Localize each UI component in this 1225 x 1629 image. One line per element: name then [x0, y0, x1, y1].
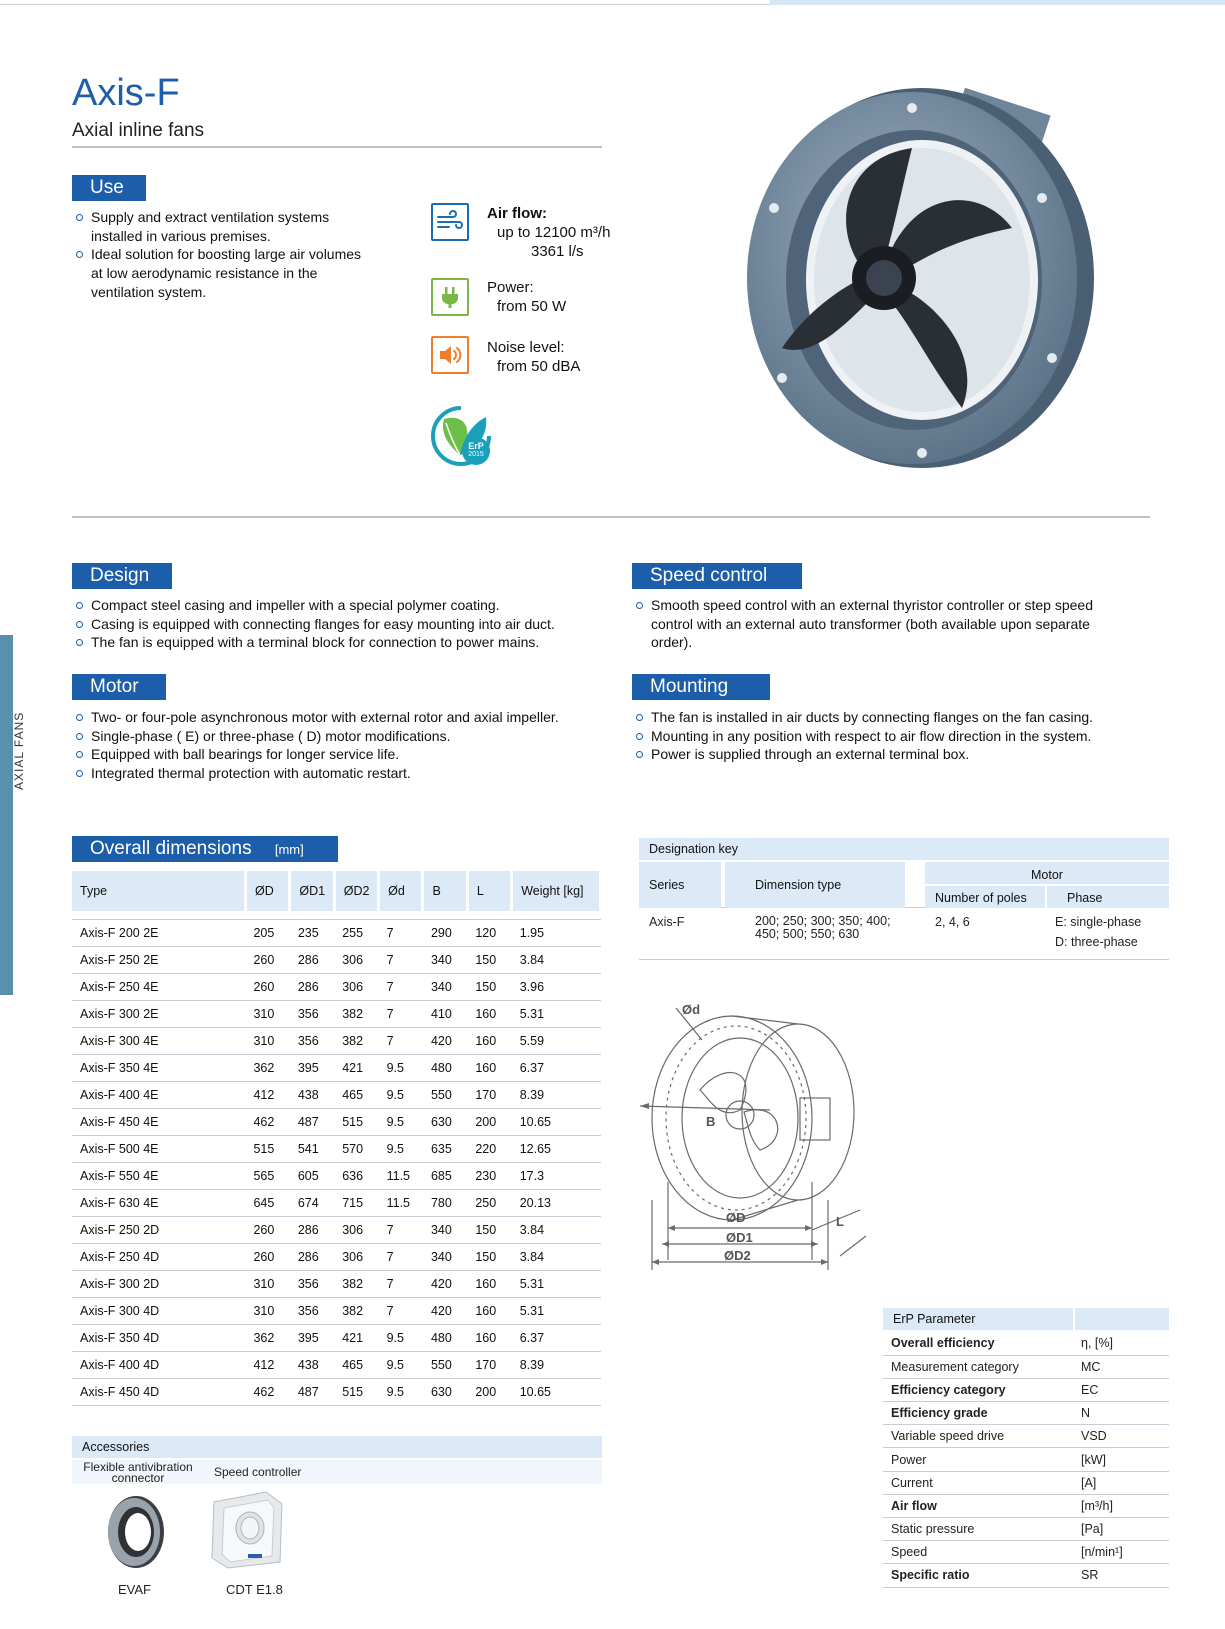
dimension-cell: 10.65	[512, 1378, 601, 1405]
designation-key-header	[639, 862, 1169, 908]
power-value: from 50 W	[497, 298, 567, 315]
airflow-value-m3h: up to 12100 m³/h	[497, 224, 611, 241]
table-row	[72, 1027, 601, 1054]
dimension-cell: 3.84	[512, 1243, 601, 1270]
erp-row	[883, 1541, 1169, 1564]
dimension-drawing	[640, 1000, 880, 1330]
motor-heading: Motor	[72, 674, 166, 700]
dimension-cell: 7	[379, 1243, 423, 1270]
dimension-cell: 420	[423, 1270, 467, 1297]
erp-parameter-name: Air flow	[883, 1494, 1073, 1517]
fan-type-cell: Axis-F 250 4D	[72, 1243, 245, 1270]
evaf-connector-image	[102, 1492, 166, 1572]
dimension-cell: 382	[334, 1000, 378, 1027]
table-row	[72, 1351, 601, 1378]
dimension-cell: 570	[334, 1135, 378, 1162]
mounting-list	[632, 708, 1152, 764]
dimension-cell: 306	[334, 973, 378, 1000]
fan-type-cell: Axis-F 250 2D	[72, 1216, 245, 1243]
dimension-cell: 515	[245, 1135, 289, 1162]
dimension-cell: 480	[423, 1054, 467, 1081]
dimension-cell: 6.37	[512, 1324, 601, 1351]
fan-type-cell: Axis-F 350 4D	[72, 1324, 245, 1351]
spacer-cell	[72, 911, 601, 919]
erp-row	[883, 1425, 1169, 1448]
column-header: L	[467, 871, 511, 911]
dimension-cell: 150	[467, 946, 511, 973]
dimension-cell: 306	[334, 1243, 378, 1270]
dimension-cell: 11.5	[379, 1162, 423, 1189]
dimension-cell: 674	[290, 1189, 334, 1216]
speaker-icon	[431, 336, 469, 374]
section-rule	[72, 516, 1150, 518]
dimension-cell: 465	[334, 1081, 378, 1108]
column-header: ØD1	[290, 871, 334, 911]
erp-parameter-value: EC	[1073, 1378, 1169, 1401]
dimension-cell: 160	[467, 1054, 511, 1081]
motor-list	[72, 708, 582, 783]
erp-row	[883, 1332, 1169, 1355]
dimension-cell: 1.95	[512, 919, 601, 946]
erp-parameter-value: [kW]	[1073, 1448, 1169, 1471]
designation-series-label: Series	[639, 862, 721, 908]
erp-heading: ErP Parameter	[883, 1308, 1073, 1330]
dimension-cell: 340	[423, 1216, 467, 1243]
table-row	[72, 1189, 601, 1216]
speed-control-list	[632, 596, 1132, 652]
dimension-cell: 7	[379, 1027, 423, 1054]
fan-type-cell: Axis-F 300 2D	[72, 1270, 245, 1297]
dimension-cell: 150	[467, 1216, 511, 1243]
erp-parameter-value: SR	[1073, 1564, 1169, 1587]
dimension-cell: 356	[290, 1027, 334, 1054]
dimension-cell: 9.5	[379, 1351, 423, 1378]
airflow-icon	[431, 203, 469, 241]
table-header-row	[72, 871, 601, 911]
dimension-cell: 412	[245, 1081, 289, 1108]
top-accent-bar	[770, 0, 1225, 5]
erp-parameter-value: N	[1073, 1402, 1169, 1425]
mounting-heading: Mounting	[632, 674, 770, 700]
fan-type-cell: Axis-F 630 4E	[72, 1189, 245, 1216]
dimension-cell: 160	[467, 1000, 511, 1027]
dimension-cell: 200	[467, 1108, 511, 1135]
drawing-label-D: ØD	[726, 1210, 746, 1225]
title-rule	[72, 146, 602, 148]
column-header: ØD	[245, 871, 289, 911]
fan-type-cell: Axis-F 400 4E	[72, 1081, 245, 1108]
speed-control-item: Smooth speed control with an external thyristor controller or step speed control with an external auto transformer (both available upon separate order).	[632, 596, 1132, 652]
erp-row	[883, 1378, 1169, 1401]
dimension-cell: 235	[290, 919, 334, 946]
fan-type-cell: Axis-F 450 4D	[72, 1378, 245, 1405]
column-header: Ød	[379, 871, 423, 911]
dimension-cell: 340	[423, 973, 467, 1000]
erp-badge-year: 2015	[468, 451, 484, 458]
erp-row	[883, 1355, 1169, 1378]
table-row	[72, 1270, 601, 1297]
column-header: Weight [kg]	[512, 871, 601, 911]
dimension-cell: 160	[467, 1324, 511, 1351]
dimension-cell: 487	[290, 1108, 334, 1135]
dimension-cell: 310	[245, 1027, 289, 1054]
table-row	[72, 919, 601, 946]
design-item: Compact steel casing and impeller with a special polymer coating.	[72, 596, 612, 615]
erp-parameter-name: Power	[883, 1448, 1073, 1471]
table-row	[72, 1135, 601, 1162]
dimension-cell: 170	[467, 1081, 511, 1108]
column-header: Type	[72, 871, 245, 911]
mounting-item: The fan is installed in air ducts by connecting flanges on the fan casing.	[632, 708, 1152, 727]
dimension-cell: 120	[467, 919, 511, 946]
table-row	[72, 1324, 601, 1351]
accessory-1-name: EVAF	[118, 1582, 151, 1597]
erp-table-body	[883, 1332, 1169, 1587]
erp-badge-text: ErP	[468, 441, 484, 451]
fan-type-cell: Axis-F 550 4E	[72, 1162, 245, 1189]
dimension-cell: 487	[290, 1378, 334, 1405]
fan-type-cell: Axis-F 250 2E	[72, 946, 245, 973]
accessory-2-title: Speed controller	[214, 1465, 302, 1479]
designation-motor-label: Motor	[925, 862, 1169, 886]
dimension-cell: 420	[423, 1297, 467, 1324]
dimension-cell: 685	[423, 1162, 467, 1189]
mounting-item: Mounting in any position with respect to air flow direction in the system.	[632, 727, 1152, 746]
motor-item: Single-phase ( E) or three-phase ( D) motor modifications.	[72, 727, 582, 746]
designation-phase-single: E: single-phase	[1055, 915, 1142, 929]
designation-key-heading: Designation key	[639, 838, 1169, 860]
dimension-cell: 5.31	[512, 1000, 601, 1027]
dimension-cell: 11.5	[379, 1189, 423, 1216]
erp-parameter-name: Measurement category	[883, 1355, 1073, 1378]
fan-type-cell: Axis-F 400 4D	[72, 1351, 245, 1378]
dimension-cell: 5.31	[512, 1297, 601, 1324]
dimensions-title: Overall dimensions	[90, 838, 252, 859]
erp-parameter-name: Specific ratio	[883, 1564, 1073, 1587]
dimension-cell: 636	[334, 1162, 378, 1189]
erp-parameter-value: [Pa]	[1073, 1518, 1169, 1541]
erp-parameter-name: Efficiency category	[883, 1378, 1073, 1401]
dimension-cell: 362	[245, 1054, 289, 1081]
dimension-cell: 310	[245, 1270, 289, 1297]
dimension-cell: 260	[245, 1216, 289, 1243]
designation-poles-label: Number of poles	[925, 886, 1047, 908]
dimension-cell: 286	[290, 946, 334, 973]
erp-row	[883, 1448, 1169, 1471]
erp-parameter-value: [n/min¹]	[1073, 1541, 1169, 1564]
dimension-cell: 356	[290, 1297, 334, 1324]
dimension-cell: 9.5	[379, 1108, 423, 1135]
dimension-cell: 382	[334, 1297, 378, 1324]
designation-key-values	[639, 912, 1169, 960]
designation-dimension-value: 200; 250; 300; 350; 400; 450; 500; 550; 630	[755, 914, 891, 941]
dimension-cell: 395	[290, 1054, 334, 1081]
drawing-label-D2: ØD2	[724, 1248, 751, 1263]
dimension-cell: 605	[290, 1162, 334, 1189]
dimension-cell: 635	[423, 1135, 467, 1162]
dimensions-heading	[72, 836, 338, 862]
dimension-cell: 200	[467, 1378, 511, 1405]
use-list	[72, 208, 368, 302]
dimension-cell: 20.13	[512, 1189, 601, 1216]
erp-heading-blank	[1075, 1308, 1169, 1330]
dimension-cell: 382	[334, 1270, 378, 1297]
erp-parameter-name: Current	[883, 1471, 1073, 1494]
dimension-cell: 3.84	[512, 1216, 601, 1243]
dimension-cell: 480	[423, 1324, 467, 1351]
fan-type-cell: Axis-F 500 4E	[72, 1135, 245, 1162]
page-subtitle: Axial inline fans	[72, 120, 205, 141]
designation-phase-label: Phase	[1047, 886, 1169, 908]
dimension-cell: 150	[467, 973, 511, 1000]
dimension-cell: 205	[245, 919, 289, 946]
dimension-cell: 160	[467, 1270, 511, 1297]
erp-parameter-value: [m³/h]	[1073, 1494, 1169, 1517]
drawing-label-d: Ød	[682, 1002, 701, 1017]
table-row	[72, 1378, 601, 1405]
dimension-cell: 7	[379, 1297, 423, 1324]
table-row	[72, 1297, 601, 1324]
dimension-cell: 340	[423, 946, 467, 973]
dimension-cell: 515	[334, 1378, 378, 1405]
table-row	[72, 1000, 601, 1027]
designation-series-value: Axis-F	[649, 915, 685, 929]
dimension-cell: 255	[334, 919, 378, 946]
dimension-cell: 9.5	[379, 1324, 423, 1351]
power-plug-icon	[431, 278, 469, 316]
side-tab-bar	[0, 635, 13, 995]
erp-row	[883, 1471, 1169, 1494]
dimension-cell: 550	[423, 1351, 467, 1378]
dimension-cell: 170	[467, 1351, 511, 1378]
dimension-cell: 260	[245, 1243, 289, 1270]
design-item: The fan is equipped with a terminal block for connection to power mains.	[72, 633, 612, 652]
dimension-cell: 250	[467, 1189, 511, 1216]
dimension-cell: 8.39	[512, 1081, 601, 1108]
table-row	[72, 1243, 601, 1270]
side-tab-label: AXIAL FANS	[12, 711, 26, 790]
erp-parameter-value: VSD	[1073, 1425, 1169, 1448]
dimension-cell: 465	[334, 1351, 378, 1378]
dimension-cell: 150	[467, 1243, 511, 1270]
dimension-cell: 382	[334, 1027, 378, 1054]
speed-control-heading: Speed control	[632, 563, 802, 589]
erp-2015-badge	[430, 405, 492, 467]
dimension-cell: 260	[245, 946, 289, 973]
table-row	[72, 1054, 601, 1081]
dimension-cell: 306	[334, 1216, 378, 1243]
dimension-cell: 362	[245, 1324, 289, 1351]
designation-dimension-label: Dimension type	[725, 862, 905, 908]
table-body	[72, 911, 601, 1405]
dimension-cell: 356	[290, 1270, 334, 1297]
dimension-cell: 395	[290, 1324, 334, 1351]
dimension-cell: 630	[423, 1108, 467, 1135]
dimension-cell: 7	[379, 973, 423, 1000]
designation-poles-value: 2, 4, 6	[935, 915, 970, 929]
dimension-cell: 220	[467, 1135, 511, 1162]
table-row	[72, 973, 601, 1000]
column-header: ØD2	[334, 871, 378, 911]
dimension-cell: 421	[334, 1054, 378, 1081]
erp-row	[883, 1564, 1169, 1587]
dimension-cell: 9.5	[379, 1378, 423, 1405]
dimension-cell: 260	[245, 973, 289, 1000]
dimension-cell: 310	[245, 1297, 289, 1324]
dimension-cell: 10.65	[512, 1108, 601, 1135]
dimension-cell: 462	[245, 1378, 289, 1405]
dimension-cell: 420	[423, 1027, 467, 1054]
dimension-cell: 541	[290, 1135, 334, 1162]
dimension-cell: 8.39	[512, 1351, 601, 1378]
dimension-cell: 780	[423, 1189, 467, 1216]
table-row	[72, 946, 601, 973]
design-heading: Design	[72, 563, 172, 589]
dimension-cell: 630	[423, 1378, 467, 1405]
noise-value: from 50 dBA	[497, 358, 581, 375]
dimension-cell: 5.59	[512, 1027, 601, 1054]
dimension-cell: 160	[467, 1297, 511, 1324]
fan-product-image	[722, 78, 1102, 468]
airflow-label: Air flow:	[487, 205, 547, 222]
dimension-cell: 6.37	[512, 1054, 601, 1081]
use-item: Supply and extract ventilation systems installed in various premises.	[72, 208, 368, 245]
dimension-cell: 306	[334, 946, 378, 973]
dimension-cell: 286	[290, 1243, 334, 1270]
accessories-heading: Accessories	[72, 1436, 602, 1458]
dimensions-unit: [mm]	[274, 842, 304, 857]
erp-parameter-name: Efficiency grade	[883, 1402, 1073, 1425]
dimension-cell: 462	[245, 1108, 289, 1135]
fan-type-cell: Axis-F 300 2E	[72, 1000, 245, 1027]
column-header: B	[423, 871, 467, 911]
erp-parameter-value: MC	[1073, 1355, 1169, 1378]
fan-type-cell: Axis-F 300 4D	[72, 1297, 245, 1324]
erp-parameter-name: Static pressure	[883, 1518, 1073, 1541]
dimension-cell: 286	[290, 973, 334, 1000]
dimension-cell: 645	[245, 1189, 289, 1216]
table-row	[72, 1162, 601, 1189]
motor-item: Equipped with ball bearings for longer service life.	[72, 745, 582, 764]
dimension-cell: 412	[245, 1351, 289, 1378]
use-item: Ideal solution for boosting large air volumes at low aerodynamic resistance in the ventilation system.	[72, 245, 368, 301]
erp-parameter-name: Speed	[883, 1541, 1073, 1564]
dimension-cell: 9.5	[379, 1081, 423, 1108]
motor-item: Integrated thermal protection with automatic restart.	[72, 764, 582, 783]
dimension-cell: 7	[379, 1000, 423, 1027]
drawing-label-L: L	[836, 1214, 844, 1229]
erp-parameter-name: Overall efficiency	[883, 1332, 1073, 1355]
dimensions-table	[72, 871, 602, 1406]
erp-row	[883, 1494, 1169, 1517]
dimension-cell: 7	[379, 1270, 423, 1297]
dimension-cell: 438	[290, 1351, 334, 1378]
page-title: Axis-F	[72, 72, 180, 114]
table-row	[72, 1108, 601, 1135]
use-heading: Use	[72, 175, 146, 201]
dimension-cell: 550	[423, 1081, 467, 1108]
erp-parameter-table	[883, 1308, 1169, 1588]
erp-parameter-value: [A]	[1073, 1471, 1169, 1494]
mounting-item: Power is supplied through an external terminal box.	[632, 745, 1152, 764]
erp-row	[883, 1518, 1169, 1541]
accessory-2-name: CDT E1.8	[226, 1582, 283, 1597]
dimension-cell: 7	[379, 919, 423, 946]
accessories-title-row	[72, 1460, 602, 1484]
fan-type-cell: Axis-F 450 4E	[72, 1108, 245, 1135]
dimension-cell: 160	[467, 1027, 511, 1054]
noise-label: Noise level:	[487, 339, 565, 356]
dimension-cell: 340	[423, 1243, 467, 1270]
table-row	[72, 1081, 601, 1108]
power-label: Power:	[487, 279, 534, 296]
dimension-cell: 310	[245, 1000, 289, 1027]
dimension-cell: 17.3	[512, 1162, 601, 1189]
dimension-cell: 5.31	[512, 1270, 601, 1297]
motor-item: Two- or four-pole asynchronous motor with external rotor and axial impeller.	[72, 708, 582, 727]
drawing-label-D1: ØD1	[726, 1230, 753, 1245]
dimension-cell: 715	[334, 1189, 378, 1216]
design-item: Casing is equipped with connecting flanges for easy mounting into air duct.	[72, 615, 612, 634]
erp-row	[883, 1402, 1169, 1425]
dimension-cell: 7	[379, 946, 423, 973]
dimension-cell: 421	[334, 1324, 378, 1351]
dimension-cell: 290	[423, 919, 467, 946]
accessory-1-title: Flexible antivibration connector	[83, 1460, 193, 1485]
dimension-cell: 515	[334, 1108, 378, 1135]
fan-type-cell: Axis-F 350 4E	[72, 1054, 245, 1081]
dimension-cell: 9.5	[379, 1054, 423, 1081]
dimension-cell: 3.84	[512, 946, 601, 973]
dimension-cell: 12.65	[512, 1135, 601, 1162]
erp-parameter-value: η, [%]	[1073, 1332, 1169, 1355]
dimension-cell: 356	[290, 1000, 334, 1027]
design-list	[72, 596, 612, 652]
dimension-cell: 9.5	[379, 1135, 423, 1162]
dimension-cell: 230	[467, 1162, 511, 1189]
table-spacer-row	[72, 911, 601, 919]
designation-phase-three: D: three-phase	[1055, 935, 1138, 949]
table-row	[72, 1216, 601, 1243]
cdt-speed-controller-image	[208, 1488, 284, 1570]
erp-parameter-name: Variable speed drive	[883, 1425, 1073, 1448]
dimension-cell: 7	[379, 1216, 423, 1243]
fan-type-cell: Axis-F 200 2E	[72, 919, 245, 946]
fan-type-cell: Axis-F 250 4E	[72, 973, 245, 1000]
dimension-cell: 410	[423, 1000, 467, 1027]
drawing-label-b: B	[706, 1114, 716, 1129]
dimension-cell: 286	[290, 1216, 334, 1243]
dimension-cell: 438	[290, 1081, 334, 1108]
dimension-cell: 3.96	[512, 973, 601, 1000]
fan-type-cell: Axis-F 300 4E	[72, 1027, 245, 1054]
dimension-cell: 565	[245, 1162, 289, 1189]
airflow-value-ls: 3361 l/s	[531, 243, 584, 260]
